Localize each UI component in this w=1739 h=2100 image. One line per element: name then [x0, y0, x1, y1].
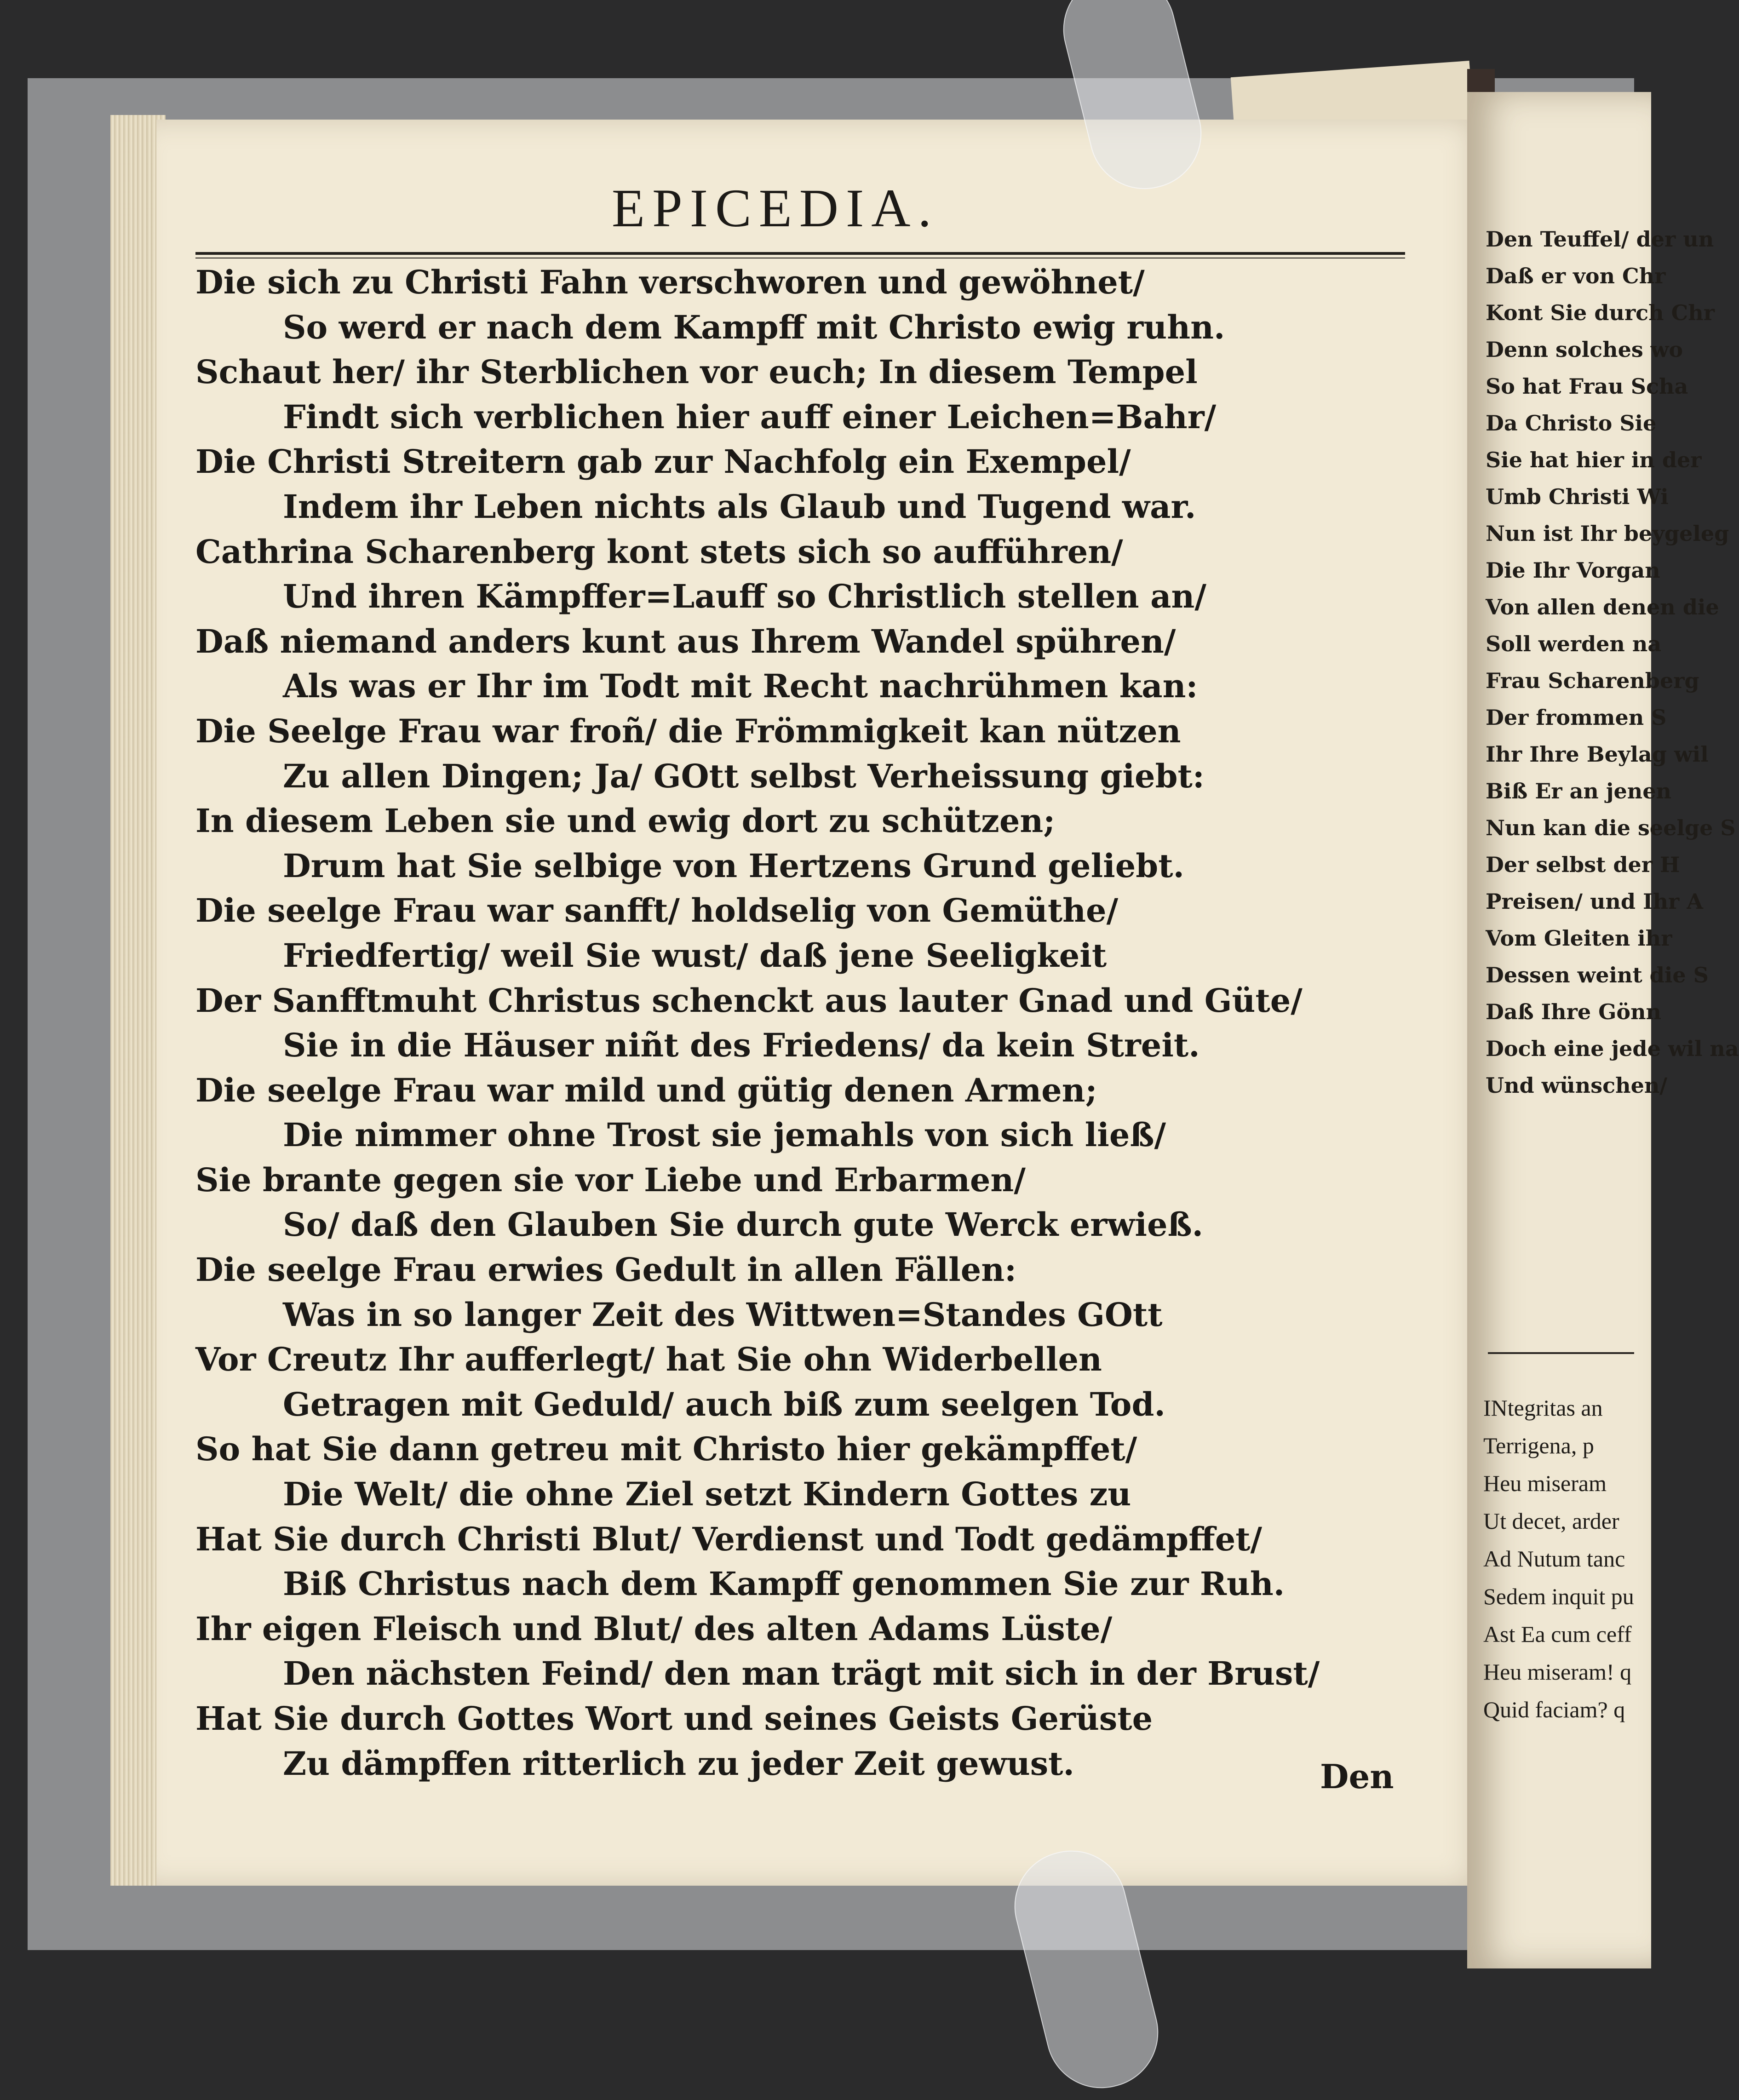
poem-line: Sie brante gegen sie vor Liebe und Erbarmen/	[195, 1160, 1026, 1199]
poem-line: Zu dämpffen ritterlich zu jeder Zeit gewust.	[283, 1744, 1074, 1783]
poem-line: Sie in die Häuser niñt des Friedens/ da kein Streit.	[283, 1026, 1200, 1065]
facing-page-line: Soll werden na	[1486, 631, 1662, 656]
facing-page-line: Der selbst der H	[1486, 852, 1680, 877]
facing-page-line: Vom Gleiten ihr	[1486, 926, 1672, 951]
facing-page-line: Den Teuffel/ der un	[1486, 227, 1714, 252]
facing-page-latin-line: Ut decet, arder	[1483, 1508, 1619, 1534]
facing-page-rule	[1488, 1352, 1634, 1354]
poem-line: Indem ihr Leben nichts als Glaub und Tugend war.	[283, 487, 1196, 526]
facing-page-line: Von allen denen die	[1486, 595, 1719, 620]
facing-page-line: So hat Frau Scha	[1486, 374, 1688, 399]
facing-page-latin-line: INtegritas an	[1483, 1395, 1603, 1421]
facing-page-latin-line: Ad Nutum tanc	[1483, 1546, 1625, 1572]
facing-page-line: Daß Ihre Gönn	[1486, 999, 1661, 1024]
poem-line: Die Christi Streitern gab zur Nachfolg ein Exempel/	[195, 442, 1131, 481]
facing-page-latin-line: Quid faciam? q	[1483, 1697, 1625, 1722]
facing-page-latin	[1483, 1389, 1634, 1728]
facing-page-line: Daß er von Chr	[1486, 264, 1666, 288]
poem-line: Die seelge Frau war mild und gütig denen Armen;	[195, 1071, 1097, 1109]
poem-line: Hat Sie durch Christi Blut/ Verdienst und Todt gedämpffet/	[195, 1520, 1263, 1558]
facing-page-line: Der frommen S	[1486, 705, 1667, 730]
poem-line: Die nimmer ohne Trost sie jemahls von sich ließ/	[283, 1116, 1166, 1154]
facing-page-line: Nun kan die seelge S	[1486, 815, 1736, 840]
poem-line: Findt sich verblichen hier auff einer Leichen=Bahr/	[283, 397, 1217, 436]
poem-line: Friedfertig/ weil Sie wust/ daß jene Seeligkeit	[283, 936, 1107, 975]
poem-line: Die sich zu Christi Fahn verschworen und gewöhnet/	[195, 263, 1145, 301]
running-header: EPICEDIA.	[612, 178, 939, 238]
facing-page-line: Die Ihr Vorgan	[1486, 558, 1660, 583]
poem-line: Cathrina Scharenberg kont stets sich so aufführen/	[195, 532, 1123, 571]
facing-page-line: Ihr Ihre Beylag wil	[1486, 742, 1709, 767]
catchword: Den	[1320, 1757, 1394, 1796]
header-rule	[195, 252, 1405, 258]
poem-line: So hat Sie dann getreu mit Christo hier gekämpffet/	[195, 1430, 1137, 1469]
poem-line: Als was er Ihr im Todt mit Recht nachrühmen kan:	[283, 667, 1198, 706]
facing-page-latin-line: Heu miseram	[1483, 1470, 1607, 1496]
poem-line: Drum hat Sie selbige von Hertzens Grund geliebt.	[283, 846, 1184, 885]
poem-text	[195, 260, 1419, 1786]
facing-page-line: Kont Sie durch Chr	[1486, 300, 1715, 325]
poem-line: Biß Christus nach dem Kampff genommen Sie zur Ruh.	[283, 1565, 1285, 1603]
poem-line: Der Sanfftmuht Christus schenckt aus lauter Gnad und Güte/	[195, 981, 1303, 1020]
facing-page-line: Dessen weint die S	[1486, 963, 1709, 987]
poem-line: Was in so langer Zeit des Wittwen=Standes GOtt	[283, 1295, 1163, 1334]
facing-page-line: Frau Scharenberg	[1486, 668, 1699, 693]
facing-page-line: Denn solches wo	[1486, 337, 1683, 362]
facing-page-latin-line: Ast Ea cum ceff	[1483, 1621, 1632, 1647]
facing-page-latin-line: Heu miseram! q	[1483, 1659, 1632, 1685]
facing-page-latin-line: Sedem inquit pu	[1483, 1584, 1634, 1609]
poem-line: Den nächsten Feind/ den man trägt mit sich in der Brust/	[283, 1654, 1320, 1693]
facing-page-line: Doch eine jede wil na	[1486, 1036, 1739, 1061]
facing-page-text	[1486, 221, 1739, 1104]
poem-line: Hat Sie durch Gottes Wort und seines Geists Gerüste	[195, 1699, 1153, 1738]
poem-line: Die seelge Frau war sanfft/ holdselig von Gemüthe/	[195, 891, 1119, 930]
facing-page-line: Biß Er an jenen	[1486, 779, 1671, 803]
poem-line: Vor Creutz Ihr aufferlegt/ hat Sie ohn Widerbellen	[195, 1340, 1102, 1379]
poem-line: Die Seelge Frau war froñ/ die Frömmigkeit kan nützen	[195, 711, 1181, 750]
facing-page-line: Preisen/ und Ihr A	[1486, 889, 1703, 914]
poem-line: Ihr eigen Fleisch und Blut/ des alten Adams Lüste/	[195, 1609, 1113, 1648]
facing-page-line: Da Christo Sie	[1486, 411, 1657, 436]
facing-page-line: Sie hat hier in der	[1486, 448, 1702, 472]
poem-line: In diesem Leben sie und ewig dort zu schützen;	[195, 802, 1056, 840]
poem-line: Die seelge Frau erwies Gedult in allen Fällen:	[195, 1251, 1016, 1289]
poem-line: Getragen mit Geduld/ auch biß zum seelgen Tod.	[283, 1385, 1165, 1423]
facing-page-line: Nun ist Ihr beygeleg	[1486, 521, 1729, 546]
poem-line: Daß niemand anders kunt aus Ihrem Wandel spühren/	[195, 622, 1176, 660]
poem-line: Die Welt/ die ohne Ziel setzt Kindern Gottes zu	[283, 1475, 1131, 1514]
poem-line: So/ daß den Glauben Sie durch gute Werck erwieß.	[283, 1205, 1204, 1244]
poem-line: Und ihren Kämpffer=Lauff so Christlich stellen an/	[283, 577, 1206, 616]
facing-page-line: Und wünschen/	[1486, 1073, 1668, 1098]
poem-line: Zu allen Dingen; Ja/ GOtt selbst Verheissung giebt:	[283, 757, 1205, 795]
facing-page-latin-line: Terrigena, p	[1483, 1433, 1594, 1458]
facing-page-line: Umb Christi Wi	[1486, 484, 1669, 509]
poem-line: So werd er nach dem Kampff mit Christo ewig ruhn.	[283, 308, 1225, 346]
poem-line: Schaut her/ ihr Sterblichen vor euch; In diesem Tempel	[195, 353, 1198, 391]
